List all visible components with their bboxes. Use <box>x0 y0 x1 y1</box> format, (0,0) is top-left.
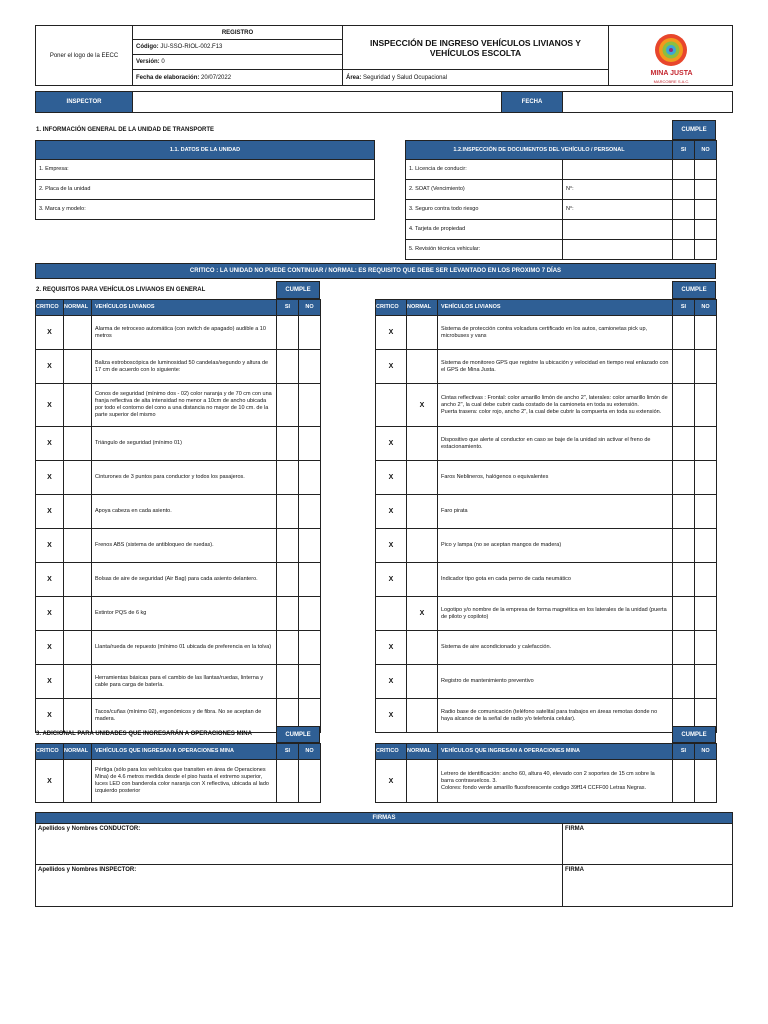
area-row <box>342 69 609 86</box>
col-item: VEHÍCULOS LIVIANOS <box>92 300 277 316</box>
critico-mark <box>376 384 407 427</box>
no-check-cell[interactable] <box>299 563 321 597</box>
doc-extra[interactable]: N°: <box>563 180 673 200</box>
requisito-row <box>36 529 321 563</box>
requisito-row <box>376 384 717 427</box>
col-no: NO <box>299 300 321 316</box>
col-no: NO <box>299 744 321 760</box>
section1-cumple-header: CUMPLE <box>672 120 716 140</box>
critico-mark: X <box>376 631 407 665</box>
requisito-row <box>376 495 717 529</box>
requisito-row <box>376 631 717 665</box>
no-check-cell[interactable] <box>695 427 717 461</box>
no-check-cell[interactable] <box>695 597 717 631</box>
conductor-firma-field[interactable] <box>562 823 733 865</box>
doc-label: 1. Licencia de conducir: <box>406 160 563 180</box>
requisito-row <box>36 316 321 350</box>
section3-title: 3. ADICIONAL PARA UNIDADES QUE INGRESARÁN A OPERACIONES MINA <box>36 731 252 737</box>
logo-placeholder-text: Poner el logo de la EECC <box>49 52 119 59</box>
normal-mark <box>407 760 438 803</box>
requisito-text: Pértiga (sólo para los vehículos que transiten en área de Operaciones Mina) de 4.6 metros medida desde el piso hasta el extremo superior, luces LED con banderola color naranja con X reflectiva, ubicada al lado izquierdo posterior <box>92 760 277 803</box>
operaciones-mina-left-table <box>35 743 321 803</box>
no-check-cell[interactable] <box>299 631 321 665</box>
vehiculos-livianos-right-table <box>375 299 717 733</box>
requisito-row <box>376 427 717 461</box>
normal-mark <box>64 461 92 495</box>
critico-mark: X <box>376 665 407 699</box>
si-check-cell[interactable] <box>277 665 299 699</box>
doc-label: 4. Tarjeta de propiedad <box>406 220 563 240</box>
datos-header: 1.1. DATOS DE LA UNIDAD <box>36 141 375 160</box>
col-critico: CRITICO <box>376 300 407 316</box>
requisito-text: Cintas reflectivas : Frontal: color amarillo limón de ancho 2", laterales: color amarillo limón de ancho 2", la cual debe cubrir cada costado de la camioneta en toda su extensión. Puerta trasera: color rojo, ancho 2", la cual debe cubrir la compuerta en toda su extensión. <box>438 384 673 427</box>
firmas-header: FIRMAS <box>35 812 733 824</box>
no-header: NO <box>695 141 717 160</box>
critico-mark: X <box>36 665 64 699</box>
codigo-value: JU-SSO-RIOL-002.F13 <box>160 44 223 50</box>
requisito-text: Triángulo de seguridad (mínimo 01) <box>92 427 277 461</box>
col-item: VEHÍCULOS QUE INGRESAN A OPERACIONES MINA <box>438 744 673 760</box>
normal-mark <box>407 665 438 699</box>
version-label: Versión: <box>136 59 160 65</box>
requisito-text: Indicador tipo gota en cada perno de cada neumático <box>438 563 673 597</box>
normal-mark <box>64 699 92 733</box>
critico-mark: X <box>36 350 64 384</box>
no-check-cell[interactable] <box>695 461 717 495</box>
section1-title: 1. INFORMACIÓN GENERAL DE LA UNIDAD DE TRANSPORTE <box>36 127 215 133</box>
requisito-text: Sistema de monitoreo GPS que registre la ubicación y velocidad en tiempo real enlazado con el GPS de Mina Justa. <box>438 350 673 384</box>
firma-label: FIRMA <box>565 826 584 832</box>
doc-extra[interactable]: N°: <box>563 200 673 220</box>
inspector-label: INSPECTOR <box>35 91 133 113</box>
no-check-cell[interactable] <box>299 495 321 529</box>
inspector-firma-field[interactable] <box>562 864 733 907</box>
normal-mark <box>64 529 92 563</box>
requisito-text: Apoya cabeza en cada asiento. <box>92 495 277 529</box>
col-item: VEHÍCULOS QUE INGRESAN A OPERACIONES MINA <box>92 744 277 760</box>
requisito-text: Tacos/cuñas (mínimo 02), ergonómicos y de fibra. No se aceptan de madera. <box>92 699 277 733</box>
normal-mark <box>64 665 92 699</box>
requisito-text: Llanta/rueda de repuesto (mínimo 01 ubicada de preferencia en la tolva) <box>92 631 277 665</box>
col-normal: NORMAL <box>64 744 92 760</box>
brand-name: MINA JUSTA <box>650 70 693 77</box>
no-check-cell[interactable] <box>695 631 717 665</box>
si-check-cell[interactable] <box>673 631 695 665</box>
doc-extra[interactable] <box>563 220 673 240</box>
area-value: Seguridad y Salud Ocupacional <box>363 74 448 81</box>
inspector-signer-label: Apellidos y Nombres INSPECTOR: <box>38 867 137 873</box>
area-label: Área: <box>346 74 362 81</box>
si-check-cell[interactable] <box>277 495 299 529</box>
critico-mark: X <box>36 529 64 563</box>
requisito-text: Faros Neblineros, halógenos o equivalentes <box>438 461 673 495</box>
normal-mark <box>64 384 92 427</box>
si-check-cell[interactable] <box>277 350 299 384</box>
requisito-row <box>376 597 717 631</box>
requisito-row <box>376 529 717 563</box>
no-check-cell[interactable] <box>299 665 321 699</box>
requisito-row <box>36 597 321 631</box>
si-check-cell[interactable] <box>277 631 299 665</box>
inspector-input[interactable] <box>132 91 502 113</box>
critico-mark: X <box>36 631 64 665</box>
col-si: SI <box>277 744 299 760</box>
critico-mark: X <box>36 461 64 495</box>
operaciones-mina-right-table <box>375 743 717 803</box>
fecha-input[interactable] <box>562 91 733 113</box>
si-check-cell[interactable] <box>277 384 299 427</box>
requisito-text: Extintor PQS de 6 kg <box>92 597 277 631</box>
vehiculos-livianos-left-table <box>35 299 321 733</box>
critico-mark: X <box>36 384 64 427</box>
requisito-text: Cinturones de 3 puntos para conductor y todos los pasajeros. <box>92 461 277 495</box>
si-check-cell[interactable] <box>673 384 695 427</box>
requisito-row <box>376 316 717 350</box>
doc-si-cell[interactable] <box>673 220 695 240</box>
critico-mark <box>376 597 407 631</box>
normal-mark <box>407 495 438 529</box>
firma-label: FIRMA <box>565 867 584 873</box>
no-check-cell[interactable] <box>299 461 321 495</box>
normal-mark <box>407 529 438 563</box>
brand-logo-cell <box>608 25 733 86</box>
datos-row[interactable]: 3. Marca y modelo: <box>36 200 375 220</box>
doc-label: 3. Seguro contra todo riesgo <box>406 200 563 220</box>
requisito-row <box>36 665 321 699</box>
requisito-row <box>376 461 717 495</box>
critico-mark: X <box>376 563 407 597</box>
requisito-text: Pico y lampa (no se aceptan mangos de madera) <box>438 529 673 563</box>
section2-cumple-left: CUMPLE <box>276 281 320 299</box>
no-check-cell[interactable] <box>299 316 321 350</box>
doc-si-cell[interactable] <box>673 200 695 220</box>
no-check-cell[interactable] <box>695 529 717 563</box>
col-no: NO <box>695 744 717 760</box>
normal-mark <box>64 427 92 461</box>
datos-row[interactable]: 2. Placa de la unidad <box>36 180 375 200</box>
requisito-row <box>376 665 717 699</box>
datos-unidad-table <box>35 140 375 220</box>
normal-mark <box>64 760 92 803</box>
requisito-text: Baliza estroboscópica de luminosidad 50 candelas/segundo y altura de 17 cm de acuerdo con lo siguiente: <box>92 350 277 384</box>
col-item: VEHÍCULOS LIVIANOS <box>438 300 673 316</box>
requisito-text: Letrero de identificación: ancho 60, altura 40, elevado con 2 soportes de 15 cm sobre la barra contravuelcos. 3. Colores: fondo verde amarillo fluosforescente codigo 39ff14 CCFF00 Letras Negras. <box>438 760 673 803</box>
requisito-text: Radio base de comunicación (teléfono satelital para trabajos en áreas remotas donde no haya alcance de la señal de radio y/o telefonía celular). <box>438 699 673 733</box>
normal-mark <box>407 427 438 461</box>
no-check-cell[interactable] <box>299 384 321 427</box>
no-check-cell[interactable] <box>695 563 717 597</box>
header-logo-cell <box>35 25 133 86</box>
requisito-text: Logotipo y/o nombre de la empresa de forma magnética en los laterales de la unidad (puerta de piloto y copiloto) <box>438 597 673 631</box>
no-check-cell[interactable] <box>695 495 717 529</box>
requisito-row <box>36 563 321 597</box>
doc-label: 2. SOAT (Vencimiento) <box>406 180 563 200</box>
si-check-cell[interactable] <box>673 461 695 495</box>
si-check-cell[interactable] <box>673 529 695 563</box>
normal-mark: X <box>407 384 438 427</box>
col-critico: CRITICO <box>36 300 64 316</box>
no-check-cell[interactable] <box>695 760 717 803</box>
doc-si-cell[interactable] <box>673 240 695 260</box>
col-critico: CRITICO <box>36 744 64 760</box>
doc-no-cell[interactable] <box>695 240 717 260</box>
codigo-row <box>132 39 343 55</box>
documentos-table <box>405 140 717 260</box>
requisito-row <box>36 350 321 384</box>
requisito-row <box>36 384 321 427</box>
col-si: SI <box>277 300 299 316</box>
doc-si-cell[interactable] <box>673 160 695 180</box>
registro-label: REGISTRO <box>132 25 343 40</box>
col-normal: NORMAL <box>64 300 92 316</box>
normal-mark <box>64 631 92 665</box>
critico-mark: X <box>376 760 407 803</box>
no-check-cell[interactable] <box>695 316 717 350</box>
col-no: NO <box>695 300 717 316</box>
critico-mark: X <box>36 760 64 803</box>
critico-mark: X <box>36 495 64 529</box>
doc-si-cell[interactable] <box>673 180 695 200</box>
si-check-cell[interactable] <box>673 597 695 631</box>
normal-mark: X <box>407 597 438 631</box>
requisito-row <box>36 495 321 529</box>
critico-banner: CRITICO : LA UNIDAD NO PUEDE CONTINUAR / NORMAL: ES REQUISITO QUE DEBE SER LEVANTADO EN LOS PROXIMO 7 DÍAS <box>35 263 716 279</box>
normal-mark <box>407 316 438 350</box>
critico-mark: X <box>36 427 64 461</box>
no-check-cell[interactable] <box>299 427 321 461</box>
critico-mark: X <box>36 563 64 597</box>
no-check-cell[interactable] <box>299 597 321 631</box>
doc-label: 5. Revisión técnica vehicular: <box>406 240 563 260</box>
brand-sub: MARCOBRE S.A.C. <box>653 79 690 84</box>
requisito-row <box>36 427 321 461</box>
fecha-elaboracion-row <box>132 69 343 86</box>
critico-mark: X <box>376 316 407 350</box>
no-check-cell[interactable] <box>299 350 321 384</box>
requisito-text: Conos de seguridad (mínimo dos - 02) color naranja y de 70 cm con una franja reflectiva de alta intensidad no menor a 10cm de ancho ubicada por todo el contorno del cono a una distancia no mayor de 10 cm. de la parte superior del mismo <box>92 384 277 427</box>
si-check-cell[interactable] <box>277 563 299 597</box>
col-si: SI <box>673 300 695 316</box>
si-check-cell[interactable] <box>277 316 299 350</box>
requisito-row <box>376 699 717 733</box>
datos-row[interactable]: 1. Empresa: <box>36 160 375 180</box>
col-normal: NORMAL <box>407 300 438 316</box>
fecha-elaboracion-value: 20/07/2022 <box>201 74 232 81</box>
critico-mark: X <box>376 699 407 733</box>
si-check-cell[interactable] <box>673 760 695 803</box>
codigo-label: Código: <box>136 44 159 50</box>
doc-no-cell[interactable] <box>695 200 717 220</box>
col-normal: NORMAL <box>407 744 438 760</box>
requisito-text: Sistema de protección contra volcadura certificado en los autos, camionetas pick up, microbuses y vans <box>438 316 673 350</box>
requisito-text: Alarma de retroceso automática (con switch de apagado) audible a 10 metros <box>92 316 277 350</box>
doc-no-cell[interactable] <box>695 180 717 200</box>
si-check-cell[interactable] <box>673 495 695 529</box>
critico-mark: X <box>36 316 64 350</box>
conductor-name-field[interactable] <box>35 823 563 865</box>
mina-justa-logo-icon <box>609 26 734 87</box>
doc-extra[interactable] <box>563 160 673 180</box>
critico-mark: X <box>376 461 407 495</box>
requisito-row <box>376 563 717 597</box>
normal-mark <box>64 316 92 350</box>
doc-no-cell[interactable] <box>695 160 717 180</box>
critico-mark: X <box>36 699 64 733</box>
si-check-cell[interactable] <box>277 760 299 803</box>
doc-no-cell[interactable] <box>695 220 717 240</box>
inspector-name-field[interactable] <box>35 864 563 907</box>
section3-cumple-left: CUMPLE <box>276 726 320 743</box>
critico-mark: X <box>376 529 407 563</box>
si-check-cell[interactable] <box>673 316 695 350</box>
normal-mark <box>407 699 438 733</box>
normal-mark <box>407 461 438 495</box>
version-value: 0 <box>161 59 165 65</box>
si-check-cell[interactable] <box>277 529 299 563</box>
si-header: SI <box>673 141 695 160</box>
no-check-cell[interactable] <box>695 665 717 699</box>
version-row <box>132 54 343 70</box>
section2-cumple-right: CUMPLE <box>672 281 716 299</box>
normal-mark <box>407 563 438 597</box>
no-check-cell[interactable] <box>299 529 321 563</box>
requisito-text: Registro de mantenimiento preventivo <box>438 665 673 699</box>
requisito-text: Bolsas de aire de seguridad (Air Bag) para cada asiento delantero. <box>92 563 277 597</box>
document-title: INSPECCIÓN DE INGRESO VEHÍCULOS LIVIANOS Y VEHÍCULOS ESCOLTA <box>342 25 609 70</box>
si-check-cell[interactable] <box>673 350 695 384</box>
requisito-text: Dispositivo que alerte al conductor en caso se baje de la unidad sin activar el freno de estacionamiento. <box>438 427 673 461</box>
si-check-cell[interactable] <box>277 461 299 495</box>
critico-mark: X <box>376 495 407 529</box>
requisito-text: Frenos ABS (sistema de antibloqueo de ruedas). <box>92 529 277 563</box>
no-check-cell[interactable] <box>299 760 321 803</box>
requisito-row <box>36 631 321 665</box>
section3-cumple-right: CUMPLE <box>672 726 716 743</box>
normal-mark <box>407 350 438 384</box>
normal-mark <box>64 597 92 631</box>
requisito-text: Sistema de aire acondicionado y calefacción. <box>438 631 673 665</box>
requisito-text: Faro pirata <box>438 495 673 529</box>
si-check-cell[interactable] <box>277 427 299 461</box>
requisito-text: Herramientas básicas para el cambio de las llantas/ruedas, linterna y cable para carga de batería. <box>92 665 277 699</box>
section2-title: 2. REQUISITOS PARA VEHÍCULOS LIVIANOS EN GENERAL <box>36 287 206 293</box>
si-check-cell[interactable] <box>673 563 695 597</box>
no-check-cell[interactable] <box>695 350 717 384</box>
normal-mark <box>64 495 92 529</box>
normal-mark <box>64 563 92 597</box>
si-check-cell[interactable] <box>277 597 299 631</box>
fecha-label: FECHA <box>501 91 563 113</box>
fecha-elaboracion-label: Fecha de elaboración: <box>136 74 200 81</box>
critico-mark: X <box>36 597 64 631</box>
si-check-cell[interactable] <box>673 427 695 461</box>
critico-mark: X <box>376 427 407 461</box>
no-check-cell[interactable] <box>695 384 717 427</box>
col-si: SI <box>673 744 695 760</box>
requisito-row <box>36 461 321 495</box>
critico-mark: X <box>376 350 407 384</box>
normal-mark <box>407 631 438 665</box>
si-check-cell[interactable] <box>673 665 695 699</box>
normal-mark <box>64 350 92 384</box>
doc-extra[interactable] <box>563 240 673 260</box>
col-critico: CRITICO <box>376 744 407 760</box>
conductor-label: Apellidos y Nombres CONDUCTOR: <box>38 826 141 832</box>
requisito-row <box>376 350 717 384</box>
documentos-header: 1.2.INSPECCIÓN DE DOCUMENTOS DEL VEHÍCULO / PERSONAL <box>406 141 673 160</box>
